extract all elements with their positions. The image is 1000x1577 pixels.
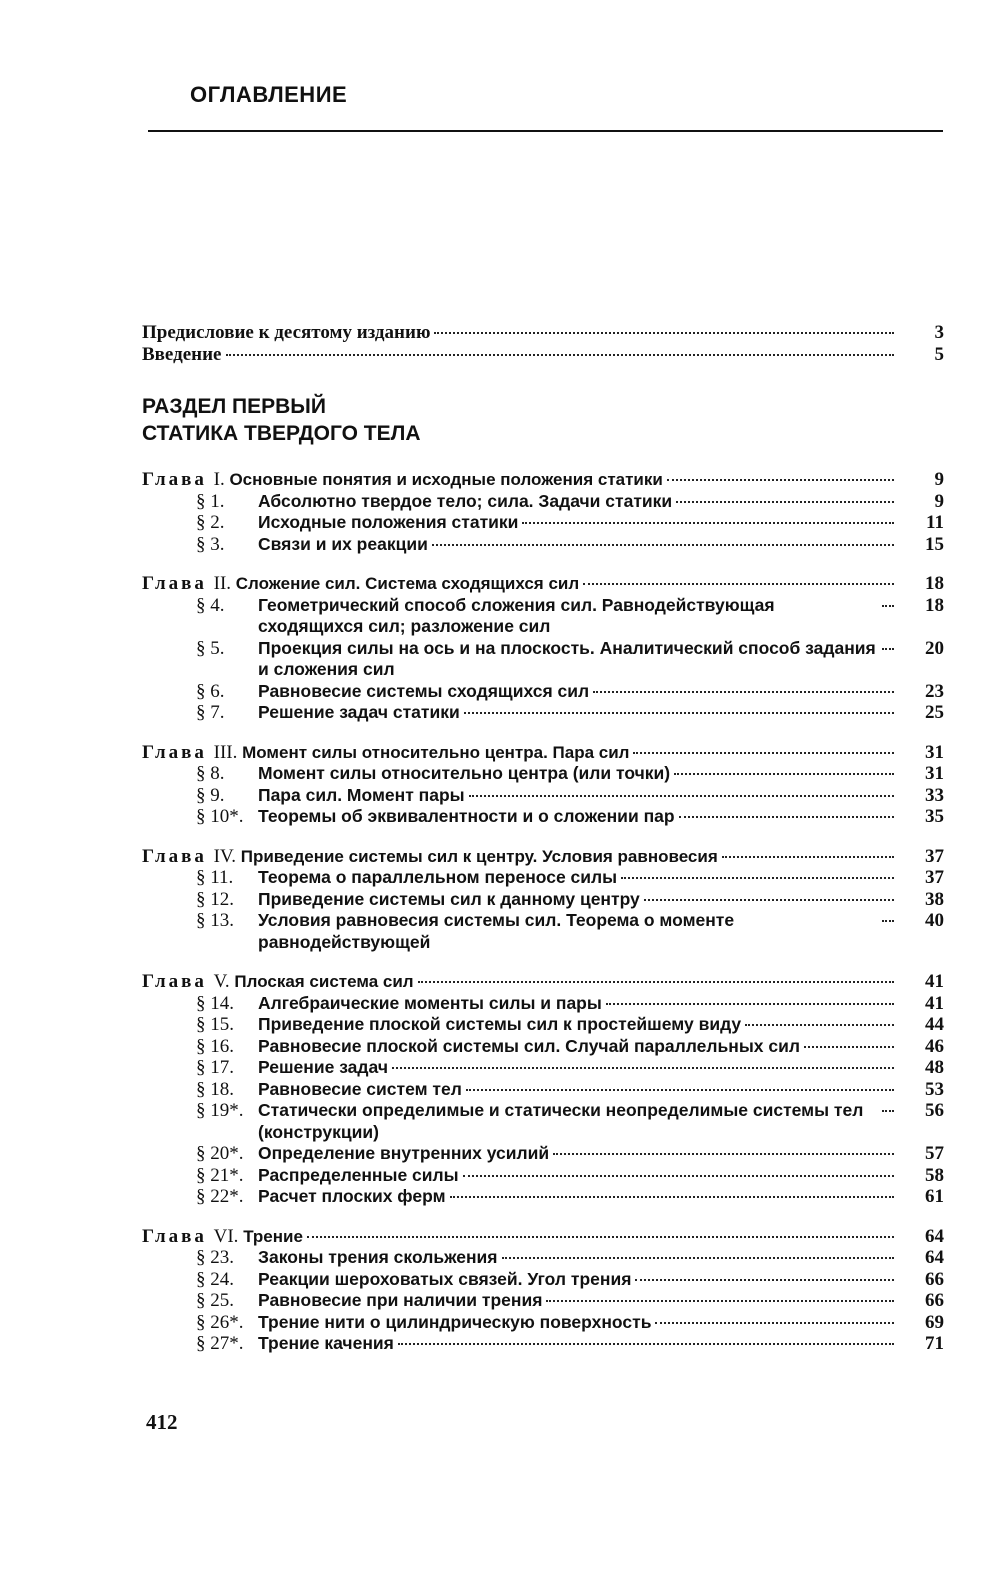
chapter-label: Глава [142, 971, 207, 992]
leader-dots [882, 1110, 894, 1112]
leader-dots [667, 479, 894, 481]
chapter-page: 31 [925, 741, 944, 763]
chapter-label: Глава [142, 469, 207, 490]
chapter-number: II. [213, 573, 232, 594]
section-title: Определение внутренних усилий [258, 1143, 550, 1163]
section-entry [142, 1014, 944, 1036]
leader-dots [432, 544, 894, 546]
section-title: Расчет плоских ферм [258, 1186, 446, 1206]
section-number: § 13. [196, 910, 234, 931]
section-page: 71 [925, 1333, 944, 1354]
section-entry [142, 491, 944, 513]
section-page: 56 [925, 1100, 944, 1121]
leader-dots [655, 1322, 894, 1324]
section-entry [142, 534, 944, 556]
section-number: § 17. [196, 1057, 234, 1078]
chapter-number: V. [213, 971, 230, 992]
section-entry [142, 638, 944, 681]
section-entry [142, 1143, 944, 1165]
leader-dots [679, 816, 894, 818]
chapter-title: Момент силы относительно центра. Пара сил [242, 742, 630, 762]
chapter-heading [142, 971, 944, 993]
chapter-number: I. [213, 469, 225, 490]
leader-dots [882, 605, 894, 607]
leader-dots [464, 712, 894, 714]
section-page: 9 [934, 490, 944, 512]
section-number: § 26*. [196, 1311, 244, 1333]
section-title: Теоремы об эквивалентности и о сложении пар [258, 806, 675, 826]
section-title: Равновесие системы сходящихся сил [258, 680, 590, 701]
section-title: Приведение системы сил к данному центру [258, 888, 640, 909]
section-entry [142, 702, 944, 724]
header-rule [148, 130, 943, 132]
leader-dots [674, 773, 894, 775]
part-title: СТАТИКА ТВЕРДОГО ТЕЛА [142, 422, 421, 445]
section-entry [142, 595, 944, 638]
section-page: 69 [925, 1311, 944, 1333]
section-number: § 14. [196, 992, 234, 1014]
section-title: Приведение плоской системы сил к простейшему виду [258, 1014, 742, 1034]
section-number: § 1. [196, 490, 225, 512]
chapter-label: Глава [142, 1225, 207, 1247]
leader-dots [502, 1257, 894, 1259]
chapter-marker [142, 742, 242, 764]
section-number: § 2. [196, 512, 225, 533]
section-number: § 16. [196, 1035, 234, 1057]
section-page: 66 [925, 1268, 944, 1290]
section-entry [142, 1186, 944, 1208]
section-title: Геометрический способ сложения сил. Равнодействующая сходящихся сил; разложение сил [258, 594, 775, 636]
section-page: 31 [925, 763, 944, 784]
section-page: 38 [925, 888, 944, 910]
section-entry [142, 1269, 944, 1291]
section-number: § 15. [196, 1014, 234, 1035]
section-entry [142, 1290, 944, 1312]
part-number: РАЗДЕЛ ПЕРВЫЙ [142, 395, 326, 418]
leader-dots [606, 1003, 894, 1005]
section-entry [142, 512, 944, 534]
chapter-heading [142, 573, 944, 595]
section-number: § 18. [196, 1078, 234, 1100]
section-entry [142, 1057, 944, 1079]
leader-dots [469, 795, 894, 797]
section-title: Проекция силы на ось и на плоскость. Аналитический способ задания и сложения сил [258, 637, 876, 679]
section-number: § 8. [196, 763, 225, 784]
section-number: § 10*. [196, 806, 244, 827]
section-page: 53 [925, 1078, 944, 1100]
page-number: 412 [146, 1410, 178, 1434]
leader-dots [307, 1236, 894, 1238]
section-title: Реакции шероховатых связей. Угол трения [258, 1268, 632, 1289]
chapter-number: III. [213, 741, 238, 763]
section-number: § 22*. [196, 1186, 244, 1207]
section-title: Алгебраические моменты силы и пары [258, 992, 602, 1013]
chapter-block [142, 1226, 944, 1355]
section-title: Распределенные силы [258, 1164, 459, 1185]
section-page: 41 [925, 992, 944, 1014]
section-page: 15 [925, 533, 944, 555]
entry-title: Предисловие к десятому изданию [142, 322, 431, 343]
chapter-marker [142, 1226, 243, 1248]
chapter-title: Сложение сил. Система сходящихся сил [235, 574, 580, 593]
chapter-block [142, 469, 944, 555]
chapter-label: Глава [142, 573, 207, 594]
leader-dots [593, 691, 894, 693]
section-number: § 25. [196, 1290, 234, 1311]
section-page: 20 [925, 637, 944, 659]
leader-dots [553, 1153, 894, 1155]
chapter-page: 64 [925, 1225, 944, 1247]
section-page: 48 [925, 1057, 944, 1078]
section-entry [142, 785, 944, 807]
section-entry [142, 1312, 944, 1334]
toc-entry-front [142, 322, 944, 344]
leader-dots [644, 899, 894, 901]
chapter-title: Трение [243, 1226, 303, 1246]
section-number: § 20*. [196, 1143, 244, 1164]
section-number: § 19*. [196, 1100, 244, 1121]
section-entry [142, 1333, 944, 1355]
leader-dots [583, 583, 894, 585]
entry-page: 3 [934, 322, 944, 343]
section-entry [142, 1247, 944, 1269]
section-page: 44 [925, 1014, 944, 1035]
section-title: Решение задач статики [258, 702, 460, 722]
section-number: § 11. [196, 867, 234, 888]
leader-dots [434, 332, 894, 334]
section-number: § 21*. [196, 1164, 244, 1186]
section-entry [142, 1165, 944, 1187]
section-page: 25 [925, 702, 944, 723]
chapter-heading [142, 1226, 944, 1248]
section-title: Пара сил. Момент пары [258, 784, 465, 805]
section-entry [142, 681, 944, 703]
leader-dots [392, 1067, 894, 1069]
section-entry [142, 889, 944, 911]
section-title: Связи и их реакции [258, 533, 428, 554]
chapter-page: 9 [934, 469, 944, 490]
section-number: § 6. [196, 680, 225, 702]
section-page: 23 [925, 680, 944, 702]
chapter-label: Глава [142, 741, 207, 763]
section-number: § 24. [196, 1268, 234, 1290]
entry-title: Введение [142, 343, 222, 365]
section-title: Условия равновесия системы сил. Теорема о моменте равнодействующей [258, 910, 735, 952]
leader-dots [226, 354, 895, 356]
leader-dots [463, 1175, 894, 1177]
leader-dots [418, 981, 894, 983]
chapter-list [142, 469, 944, 1355]
leader-dots [633, 752, 894, 754]
chapter-heading [142, 469, 944, 491]
section-title: Момент силы относительно центра (или точки) [258, 763, 671, 783]
toc-entry-front [142, 344, 944, 366]
chapter-title: Основные понятия и исходные положения статики [229, 470, 663, 489]
section-page: 64 [925, 1247, 944, 1268]
section-title: Теорема о параллельном переносе силы [258, 867, 618, 887]
chapter-block [142, 742, 944, 828]
leader-dots [882, 920, 894, 922]
chapter-heading [142, 742, 944, 764]
page-title: ОГЛАВЛЕНИЕ [190, 82, 348, 107]
section-page: 37 [925, 867, 944, 888]
chapter-marker [142, 971, 234, 993]
section-number: § 3. [196, 533, 225, 555]
chapter-title: Приведение системы сил к центру. Условия равновесия [240, 846, 718, 866]
section-title: Статически определимые и статически неопределимые системы тел (конструкции) [258, 1100, 864, 1142]
section-title: Законы трения скольжения [258, 1247, 498, 1267]
section-entry [142, 910, 944, 953]
leader-dots [635, 1279, 894, 1281]
section-title: Исходные положения статики [258, 512, 519, 532]
leader-dots [676, 501, 894, 503]
section-title: Решение задач [258, 1057, 388, 1077]
section-entry [142, 1079, 944, 1101]
section-page: 11 [926, 512, 944, 533]
leader-dots [621, 877, 894, 879]
chapter-title: Плоская система сил [234, 972, 414, 991]
front-matter [142, 322, 944, 365]
section-entry [142, 867, 944, 889]
chapter-marker [142, 846, 241, 868]
section-number: § 23. [196, 1247, 234, 1268]
section-entry [142, 1100, 944, 1143]
chapter-marker [142, 469, 229, 491]
section-entry [142, 1036, 944, 1058]
chapter-heading [142, 846, 944, 868]
section-page: 33 [925, 784, 944, 806]
section-number: § 7. [196, 702, 225, 723]
chapter-page: 18 [925, 573, 944, 594]
leader-dots [466, 1089, 894, 1091]
section-page: 57 [925, 1143, 944, 1164]
leader-dots [546, 1300, 894, 1302]
leader-dots [804, 1046, 894, 1048]
section-title: Равновесие плоской системы сил. Случай параллельных сил [258, 1035, 800, 1056]
section-page: 61 [925, 1186, 944, 1207]
section-page: 46 [925, 1035, 944, 1057]
section-page: 35 [925, 806, 944, 827]
entry-page: 5 [934, 343, 944, 365]
section-number: § 27*. [196, 1333, 244, 1354]
table-of-contents [142, 322, 944, 1355]
chapter-label: Глава [142, 845, 207, 867]
leader-dots [882, 648, 894, 650]
chapter-block [142, 573, 944, 724]
chapter-page: 37 [925, 845, 944, 867]
section-title: Равновесие систем тел [258, 1078, 462, 1099]
leader-dots [522, 522, 894, 524]
chapter-page: 41 [925, 971, 944, 992]
chapter-number: IV. [213, 845, 236, 867]
section-number: § 5. [196, 637, 225, 659]
leader-dots [722, 856, 894, 858]
section-page: 58 [925, 1164, 944, 1186]
section-entry [142, 763, 944, 785]
chapter-block [142, 971, 944, 1208]
section-number: § 9. [196, 784, 225, 806]
chapter-block [142, 846, 944, 954]
section-page: 18 [925, 594, 944, 616]
section-title: Трение качения [258, 1333, 394, 1353]
leader-dots [745, 1024, 894, 1026]
part-heading [142, 393, 944, 447]
section-page: 40 [925, 910, 944, 931]
section-title: Равновесие при наличии трения [258, 1290, 543, 1310]
section-page: 66 [925, 1290, 944, 1311]
section-title: Абсолютно твердое тело; сила. Задачи статики [258, 490, 673, 511]
section-entry [142, 806, 944, 828]
section-number: § 12. [196, 888, 234, 910]
chapter-number: VI. [213, 1225, 239, 1247]
section-number: § 4. [196, 594, 225, 616]
section-title: Трение нити о цилиндрическую поверхность [258, 1311, 652, 1332]
section-entry [142, 993, 944, 1015]
leader-dots [450, 1196, 894, 1198]
chapter-marker [142, 573, 236, 595]
leader-dots [398, 1343, 894, 1345]
